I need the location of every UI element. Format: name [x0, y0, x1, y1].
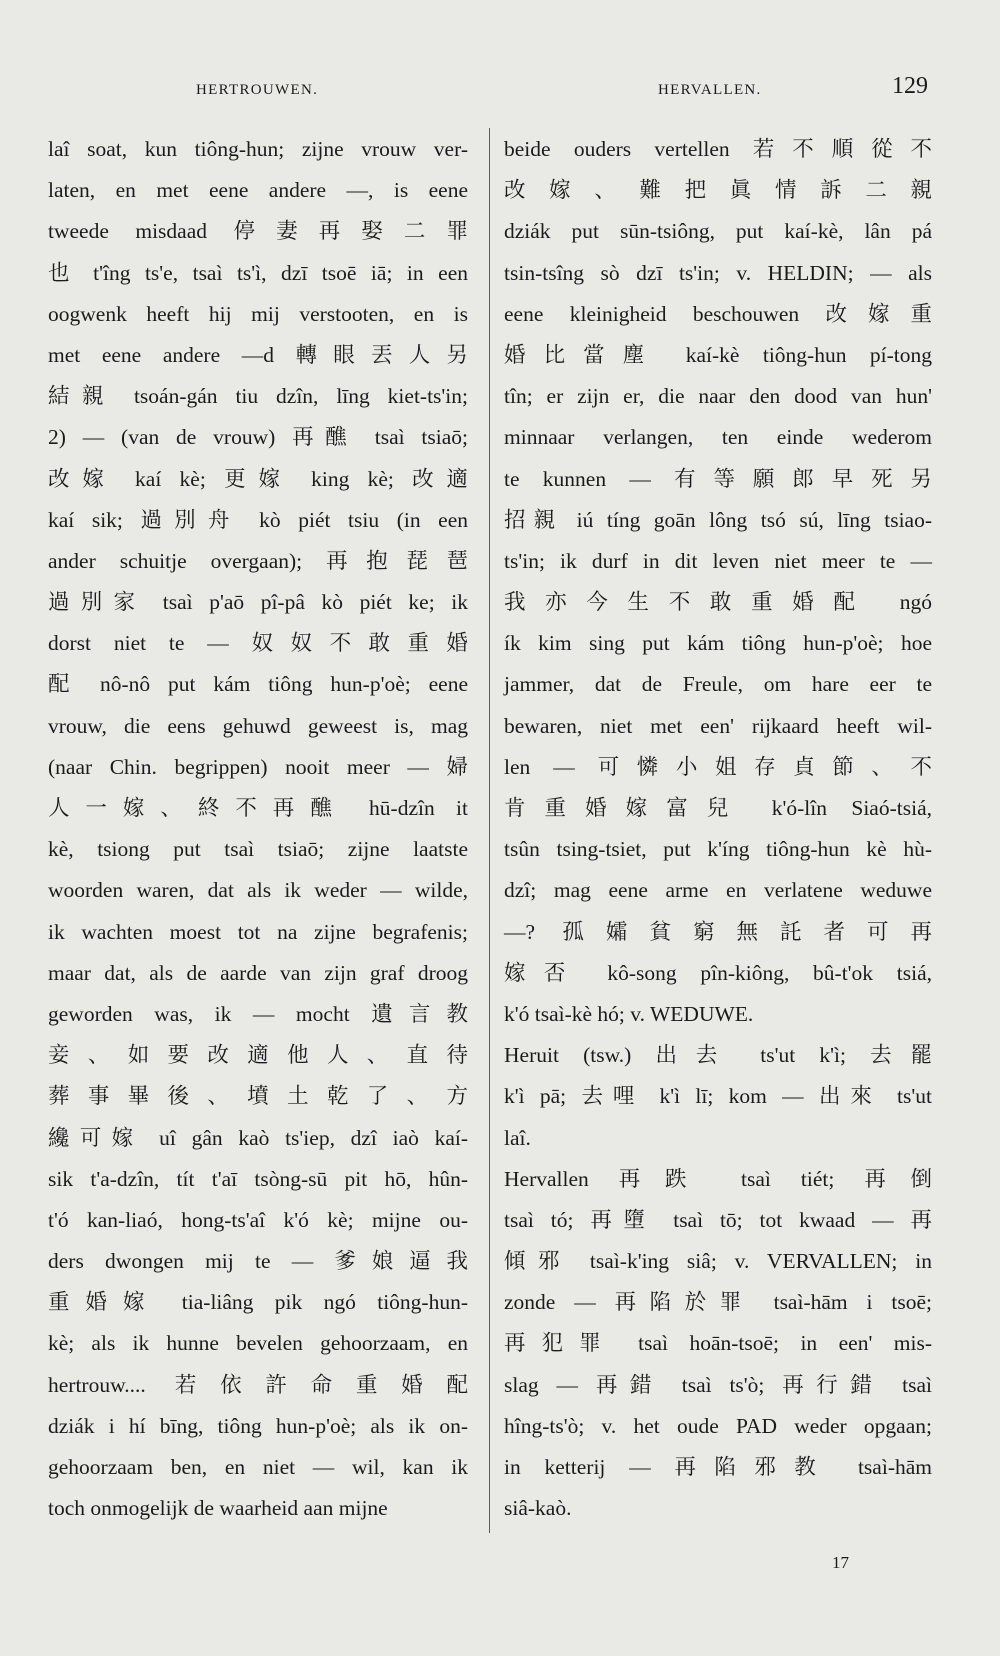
- text-line: kè; als ik hunne bevelen gehoorzaam, en: [48, 1331, 468, 1356]
- text-line: geworden was, ik — mocht 遺言教: [48, 1001, 468, 1026]
- text-line: toch onmogelijk de waarheid aan mijne: [48, 1496, 388, 1521]
- text-line: met eene andere —d 轉眼丟人另: [48, 342, 468, 367]
- text-line: —? 孤孀貧窮無託者可再: [504, 919, 932, 944]
- text-line: tsûn tsing-tsiet, put k'íng tiông-hun kè hù-: [504, 837, 932, 862]
- text-line: jammer, dat de Freule, om hare eer te: [504, 672, 932, 697]
- text-line: laî soat, kun tiông-hun; zijne vrouw ver-: [48, 137, 468, 161]
- text-line: kaí sik; 過別舟 kò piét tsiu (in een: [48, 507, 468, 532]
- text-line: 我亦今生不敢重婚配 ngó: [504, 590, 932, 615]
- text-line: tweede misdaad 停妻再娶二罪: [48, 219, 468, 244]
- text-line: hîng-ts'ò; v. het oude PAD weder opgaan;: [504, 1413, 932, 1438]
- text-line: Hervallen 再跌 tsaì tiét; 再倒: [504, 1166, 932, 1191]
- text-line: 婚比當塵 kaí-kè tiông-hun pí-tong: [504, 342, 932, 367]
- text-line: hertrouw.... 若依許命重婚配: [48, 1372, 468, 1397]
- text-line: sik t'a-dzîn, tít t'aī tsòng-sū pit hō, hûn-: [48, 1166, 468, 1191]
- text-line: 傾邪 tsaì-k'ing siâ; v. VERVALLEN; in: [504, 1249, 932, 1274]
- text-line: 妾、如要改適他人、直待: [48, 1043, 468, 1068]
- text-line: (naar Chin. begrippen) nooit meer — 婦: [48, 754, 468, 779]
- running-header-right: HERVALLEN.: [658, 82, 762, 98]
- text-line: zonde — 再陷於罪 tsaì-hām i tsoē;: [504, 1290, 932, 1315]
- text-line: kè, tsiong put tsaì tsiaō; zijne laatste: [48, 837, 468, 862]
- text-line: 結親 tsoán-gán tiu dzîn, līng kiet-ts'in;: [48, 384, 468, 409]
- text-line: ík kim sing put kám tiông hun-p'oè; hoe: [504, 631, 932, 656]
- text-line: 肯重婚嫁富兒 k'ó-lîn Siaó-tsiá,: [504, 796, 932, 820]
- text-line: vrouw, die eens gehuwd geweest is, mag: [48, 713, 468, 738]
- text-line: maar dat, als de aarde van zijn graf droog: [48, 960, 468, 985]
- text-line: tsin-tsîng sò dzī ts'in; v. HELDIN; — als: [504, 260, 932, 285]
- text-line: 再犯罪 tsaì hoān-tsoē; in een' mis-: [504, 1331, 932, 1356]
- text-line: gehoorzaam ben, en niet — wil, kan ik: [48, 1455, 468, 1479]
- text-line: beide ouders vertellen 若不順從不: [504, 137, 932, 161]
- text-line: 改嫁、難把眞情訴二親: [504, 178, 932, 203]
- text-line: ts'in; ik durf in dit leven niet meer te —: [504, 548, 932, 573]
- page-number: 129: [892, 73, 928, 99]
- text-line: tîn; er zijn er, die naar den dood van hun': [504, 384, 932, 409]
- text-line: laî.: [504, 1125, 531, 1150]
- text-line: 重婚嫁 tia-liâng pik ngó tiông-hun-: [48, 1290, 468, 1315]
- text-line: dzî; mag eene arme en verlatene weduwe: [504, 878, 932, 903]
- text-line: in ketterij — 再陷邪教 tsaì-hām: [504, 1455, 932, 1479]
- text-line: 過別家 tsaì p'aō pî-pâ kò piét ke; ik: [48, 590, 468, 615]
- text-line: ander schuitje overgaan); 再抱琵琶: [48, 548, 468, 573]
- signature-mark: 17: [832, 1553, 849, 1572]
- text-line: bewaren, niet met een' rijkaard heeft wil-: [504, 713, 932, 738]
- text-line: woorden waren, dat als ik weder — wilde,: [48, 878, 468, 903]
- column-divider: [489, 128, 490, 1533]
- text-line: t'ó kan-liaó, hong-ts'aî k'ó kè; mijne ou-: [48, 1207, 468, 1232]
- text-line: eene kleinigheid beschouwen 改嫁重: [504, 301, 932, 326]
- text-line: len — 可憐小姐存貞節、不: [504, 754, 932, 779]
- text-line: dziák i hí bīng, tiông hun-p'oè; als ik on-: [48, 1413, 468, 1438]
- running-header-left: HERTROUWEN.: [196, 82, 319, 98]
- text-line: 葬事畢後、墳土乾了、方: [48, 1084, 468, 1109]
- text-line: tsaì tó; 再墮 tsaì tō; tot kwaad — 再: [504, 1207, 932, 1232]
- text-line: minnaar verlangen, ten einde wederom: [504, 425, 932, 450]
- text-line: ik wachten moest tot na zijne begrafenis;: [48, 919, 468, 944]
- text-line: 改嫁 kaí kè; 更嫁 king kè; 改適: [48, 466, 468, 491]
- right-column: [504, 129, 932, 1529]
- text-line: k'ì pā; 去哩 k'ì lī; kom — 出來 ts'ut: [504, 1084, 932, 1109]
- text-line: 招親 iú tíng goān lông tsó sú, līng tsiao-: [504, 507, 932, 532]
- text-line: 纔可嫁 uî gân kaò ts'iep, dzî iaò kaí-: [48, 1125, 468, 1150]
- text-line: dorst niet te — 奴奴不敢重婚: [48, 631, 468, 656]
- text-line: siâ-kaò.: [504, 1496, 572, 1521]
- text-line: 2) — (van de vrouw) 再醮 tsaì tsiaō;: [48, 425, 468, 450]
- text-line: 也 t'îng ts'e, tsaì ts'ì, dzī tsoē iā; in een: [48, 260, 468, 285]
- left-column: [48, 129, 468, 1529]
- text-line: slag — 再錯 tsaì ts'ò; 再行錯 tsaì: [504, 1372, 932, 1397]
- text-line: 配 nô-nô put kám tiông hun-p'oè; eene: [48, 672, 468, 697]
- text-line: dziák put sūn-tsiông, put kaí-kè, lân pá: [504, 219, 932, 244]
- text-line: Heruit (tsw.) 出去 ts'ut k'ì; 去罷: [504, 1043, 932, 1068]
- text-line: laten, en met eene andere —, is eene: [48, 178, 468, 203]
- text-line: te kunnen — 有等願郎早死另: [504, 466, 932, 491]
- text-line: 嫁否 kô-song pîn-kiông, bû-t'ok tsiá,: [504, 960, 932, 985]
- text-line: ders dwongen mij te — 爹娘逼我: [48, 1249, 468, 1274]
- text-line: 人一嫁、終不再醮 hū-dzîn it: [48, 796, 468, 820]
- text-line: oogwenk heeft hij mij verstooten, en is: [48, 301, 468, 326]
- text-line: k'ó tsaì-kè hó; v. WEDUWE.: [504, 1001, 754, 1026]
